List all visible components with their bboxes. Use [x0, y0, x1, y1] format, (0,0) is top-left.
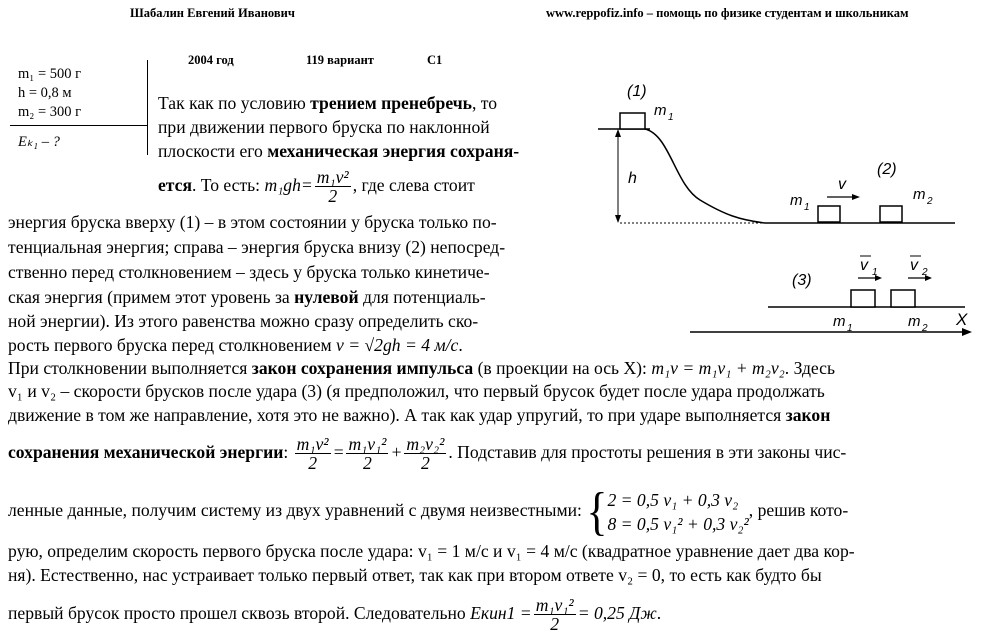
formula-energy-left: m₁gh=	[264, 175, 313, 195]
label-h: h	[628, 170, 637, 187]
block-2-right	[880, 206, 902, 222]
formula-ke-3: $\frac{\text{m₂v₂²}}{2}$	[406, 434, 445, 474]
label-x: X	[956, 310, 968, 329]
formula-answer-frac: $\frac{\text{m₁v₁²}}{2}$	[535, 595, 574, 635]
label-m1-2-sub: 1	[804, 202, 810, 213]
block-3-left	[851, 290, 875, 307]
label-m1-3-sub: 1	[847, 323, 853, 334]
label-m2-3-sub: 2	[922, 323, 928, 334]
text-line-15: ленные данные, получим систему из двух уравнений с двумя неизвестными: { 2 = 0,5 v₁ + 0,3 v₂ 8 = 0,5 v₁² + 0,3 v₂² , решив кото-	[8, 481, 849, 541]
text-line-10: рость первого бруска перед столкновением v = √2gh = 4 м/с.	[8, 335, 463, 355]
label-v1-sub: 1	[872, 267, 878, 278]
h-arrow-top	[615, 129, 621, 137]
x-axis-arrow	[962, 328, 972, 336]
formula-energy-frac: $\frac{\text{m₁v²}}{2}$	[316, 167, 349, 207]
system-brace: {	[586, 481, 608, 541]
text-line-4: ется. То есть: m₁gh= $\frac{\text{m₁v²}}{2}$ , где слева стоит	[158, 167, 475, 207]
text-line-11: При столкновении выполняется закон сохранения импульса (в проекции на ось X): m₁v = m₁v₁ + m₂v₂. Здесь	[8, 358, 835, 378]
text-line-14: сохранения механической энергии: $\frac{\text{m₁v²}}{2}$ = $\frac{\text{m₁v₁²}}{2}$ + $\frac{\text{m₂v₂²}}{2}$ . Подставив для простоты решения в эти законы чис-	[8, 434, 847, 474]
label-m2-2: m	[913, 186, 926, 203]
label-v1: v	[860, 257, 868, 274]
physics-figure	[590, 75, 990, 340]
text-line-1: Так как по условию трением пренебречь, то	[158, 93, 498, 113]
label-m1-top-sub: 1	[668, 112, 674, 123]
v-arrow-head	[852, 194, 860, 200]
given-m2: m₂ = 300 г	[18, 104, 82, 120]
block-2-left	[818, 206, 840, 222]
text-line-17: ня). Естественно, нас устраивает только первый ответ, так как при втором ответе v₂ = 0, то есть как будто бы	[8, 565, 822, 585]
header-site: www.reppofiz.info – помощь по физике студентам и школьникам	[546, 6, 909, 20]
h-arrow-bottom	[615, 215, 621, 223]
block-3-right	[891, 290, 915, 307]
text-line-8: ская энергия (примем этот уровень за нулевой для потенциаль-	[8, 287, 486, 307]
text-line-6: тенциальная энергия; справа – энергия бруска внизу (2) непосред-	[8, 237, 506, 257]
block-top	[620, 113, 645, 129]
label-3: (3)	[792, 272, 812, 289]
slope-curve	[645, 129, 765, 223]
label-m1-2: m	[790, 192, 803, 209]
label-2: (2)	[877, 161, 897, 178]
formula-momentum: m₁v = m₁v₁ + m₂v₂	[651, 358, 785, 378]
label-m1-3: m	[833, 313, 846, 330]
formula-ke-2: $\frac{\text{m₁v₁²}}{2}$	[348, 434, 387, 474]
text-line-16: рую, определим скорость первого бруска после удара: v₁ = 1 м/с и v₁ = 4 м/с (квадратное уравнение дает два кор-	[8, 541, 855, 561]
formula-answer-right: = 0,25 Дж	[577, 603, 657, 623]
label-m1-top: m	[654, 102, 667, 119]
label-1: (1)	[627, 83, 647, 100]
year-label: 2004 год	[188, 53, 234, 67]
text-line-2: при движении первого бруска по наклонной	[158, 117, 490, 137]
formula-answer-left: Eкин1 =	[470, 603, 532, 623]
equation-system: 2 = 0,5 v₁ + 0,3 v₂ 8 = 0,5 v₁² + 0,3 v₂²	[607, 489, 749, 534]
task-label: С1	[427, 53, 443, 67]
text-line-13: движение в том же направление, хотя это не важно). А так как удар упругий, то при ударе выполняется закон	[8, 405, 831, 425]
text-line-12: v₁ и v₂ – скорости брусков после удара (3) (я предположил, что первый брусок будет после удара продолжать	[8, 381, 825, 401]
given-m1: m₁ = 500 г	[18, 66, 82, 82]
given-divider	[10, 125, 148, 126]
text-line-3: плоскости его механическая энергия сохраня-	[158, 141, 520, 161]
label-v2-sub: 2	[922, 267, 928, 278]
text-line-5: энергия бруска вверху (1) – в этом состоянии у бруска только по-	[8, 212, 497, 232]
formula-ke-1: $\frac{\text{m₁v²}}{2}$	[296, 434, 329, 474]
given-find: Eₖ₁ – ?	[18, 134, 60, 150]
text-line-18: первый брусок просто прошел сквозь второй. Следовательно Eкин1 = $\frac{\text{m₁v₁²}}{2}$ = 0,25 Дж.	[8, 595, 662, 635]
text-line-9: ной энергии). Из этого равенства можно сразу определить ско-	[8, 311, 479, 331]
variant-label: 119 вариант	[306, 53, 374, 67]
given-vline	[147, 60, 148, 155]
text-line-7: ственно перед столкновением – здесь у бруска только кинетиче-	[8, 262, 490, 282]
label-v2: v	[910, 257, 918, 274]
header-author: Шабалин Евгений Иванович	[130, 6, 295, 20]
formula-velocity: v = √2gh = 4 м/с	[336, 335, 459, 355]
given-h: h = 0,8 м	[18, 85, 72, 101]
label-m2-2-sub: 2	[927, 196, 933, 207]
label-v: v	[838, 176, 846, 193]
label-m2-3: m	[908, 313, 921, 330]
